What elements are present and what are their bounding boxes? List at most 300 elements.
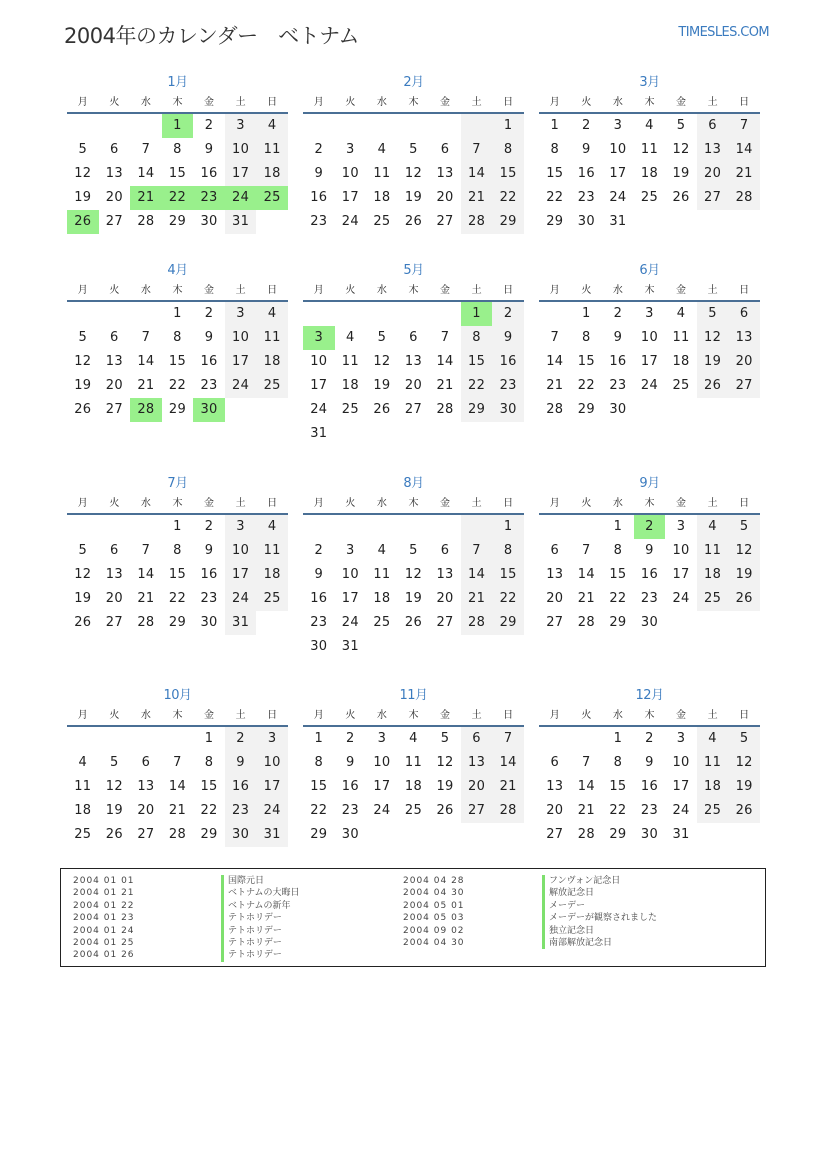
- day-cell: 14: [546, 354, 564, 369]
- day-cell: 22: [609, 803, 627, 818]
- day-cell: 8: [173, 330, 182, 345]
- day-cell: 19: [74, 591, 92, 606]
- day-cell: 3: [225, 114, 257, 138]
- day-cell: 17: [640, 354, 659, 369]
- day-cell: 1: [461, 302, 493, 326]
- weekday-label: 火: [581, 498, 592, 509]
- weekday-label: 土: [471, 97, 482, 108]
- month-9: [539, 474, 760, 635]
- weekday-label: 水: [376, 710, 387, 721]
- day-cell: 28: [461, 210, 493, 234]
- day-cell: 1: [613, 519, 623, 534]
- day-cell: 9: [314, 166, 324, 181]
- day-cell: 17: [373, 779, 391, 794]
- day-cell: 19: [672, 166, 690, 181]
- day-cell: 7: [728, 114, 760, 138]
- day-cell: 10: [672, 755, 690, 770]
- day-grid: [67, 515, 288, 635]
- weekday-header: [303, 281, 524, 302]
- day-cell: 28: [130, 398, 162, 422]
- day-cell: 25: [341, 402, 359, 417]
- empty-cell: [130, 727, 162, 751]
- day-cell: 31: [672, 827, 690, 842]
- day-cell: 27: [105, 615, 123, 630]
- day-cell: 5: [728, 515, 760, 539]
- day-cell: 1: [173, 306, 182, 321]
- day-cell: 24: [640, 378, 659, 393]
- month-title: 10月: [163, 688, 192, 703]
- day-grid: [303, 114, 524, 234]
- day-cell: 10: [225, 138, 257, 162]
- day-cell: 26: [67, 210, 99, 234]
- day-cell: 30: [577, 214, 595, 229]
- day-cell: 8: [613, 543, 623, 558]
- holiday-name: メーデーが観察されました: [542, 912, 657, 924]
- day-cell: 15: [168, 567, 187, 582]
- empty-cell: [130, 515, 162, 539]
- month-7: [67, 474, 288, 635]
- day-cell: 6: [409, 330, 418, 345]
- holiday-name: フンヴォン記念日: [542, 875, 657, 887]
- month-4: [67, 261, 288, 422]
- weekday-label: 火: [345, 498, 356, 509]
- month-title: 3月: [639, 75, 660, 90]
- weekday-label: 水: [140, 498, 151, 509]
- weekday-label: 土: [707, 285, 718, 296]
- day-cell: 24: [225, 186, 257, 210]
- page-title: 2004年のカレンダー ベトナム: [64, 24, 360, 48]
- empty-cell: [130, 302, 162, 326]
- day-cell: 25: [697, 587, 729, 611]
- day-cell: 30: [640, 615, 659, 630]
- day-cell: 2: [225, 727, 257, 751]
- month-title: 11月: [399, 688, 428, 703]
- empty-cell: [67, 114, 99, 138]
- day-cell: 17: [672, 779, 690, 794]
- day-cell: 11: [373, 166, 391, 181]
- day-cell: 27: [546, 827, 564, 842]
- month-title: 5月: [403, 263, 424, 278]
- day-cell: 3: [346, 142, 355, 157]
- weekday-label: 金: [440, 498, 451, 509]
- day-cell: 7: [141, 543, 151, 558]
- day-cell: 21: [577, 591, 595, 606]
- weekday-label: 日: [739, 285, 750, 296]
- weekday-label: 月: [313, 97, 324, 108]
- day-cell: 27: [728, 374, 760, 398]
- day-cell: 7: [461, 138, 493, 162]
- day-cell: 23: [640, 803, 659, 818]
- legend-dates-2: [403, 875, 465, 949]
- day-cell: 7: [141, 330, 151, 345]
- day-cell: 7: [582, 543, 591, 558]
- day-cell: 15: [168, 354, 187, 369]
- holiday-date: 2004 05 03: [403, 913, 465, 924]
- day-cell: 2: [204, 118, 214, 133]
- weekday-label: 土: [471, 710, 482, 721]
- day-cell: 26: [74, 615, 92, 630]
- empty-cell: [539, 302, 571, 326]
- day-cell: 12: [728, 539, 760, 563]
- day-cell: 14: [577, 567, 595, 582]
- weekday-label: 土: [235, 498, 246, 509]
- day-cell: 15: [310, 779, 328, 794]
- month-2: [303, 73, 524, 234]
- legend-names-1: [221, 875, 300, 962]
- empty-cell: [99, 302, 131, 326]
- weekday-header: [67, 281, 288, 302]
- day-cell: 24: [341, 615, 359, 630]
- holiday-name: ベトナムの新年: [221, 900, 300, 912]
- day-cell: 23: [492, 374, 524, 398]
- day-grid: [303, 727, 524, 847]
- day-cell: 14: [137, 354, 155, 369]
- day-cell: 22: [168, 591, 187, 606]
- day-cell: 28: [137, 214, 155, 229]
- day-cell: 6: [697, 114, 729, 138]
- day-cell: 22: [609, 591, 627, 606]
- day-cell: 10: [225, 326, 257, 350]
- empty-cell: [130, 114, 162, 138]
- day-cell: 18: [373, 190, 391, 205]
- day-cell: 27: [105, 402, 123, 417]
- holiday-name: テトホリデー: [221, 949, 300, 961]
- weekday-label: 火: [581, 710, 592, 721]
- day-cell: 31: [225, 611, 257, 635]
- day-cell: 19: [404, 591, 423, 606]
- holiday-name: ベトナムの大晦日: [221, 887, 300, 899]
- day-cell: 5: [377, 330, 387, 345]
- weekday-label: 日: [267, 285, 278, 296]
- weekday-label: 月: [77, 285, 88, 296]
- holiday-name: メーデー: [542, 900, 657, 912]
- holiday-date: 2004 09 02: [403, 925, 465, 936]
- weekday-label: 火: [109, 710, 120, 721]
- weekday-label: 日: [503, 498, 514, 509]
- day-cell: 2: [613, 306, 623, 321]
- month-3: [539, 73, 760, 234]
- day-cell: 12: [697, 326, 729, 350]
- day-cell: 27: [436, 214, 454, 229]
- day-cell: 19: [697, 350, 729, 374]
- day-cell: 18: [256, 162, 288, 186]
- empty-cell: [366, 302, 398, 326]
- weekday-label: 日: [267, 498, 278, 509]
- day-cell: 20: [105, 190, 123, 205]
- holiday-name: 解放記念日: [542, 887, 657, 899]
- day-cell: 11: [74, 779, 92, 794]
- month-6: [539, 261, 760, 422]
- empty-cell: [162, 727, 194, 751]
- day-cell: 4: [676, 306, 686, 321]
- day-cell: 12: [672, 142, 690, 157]
- day-cell: 21: [137, 591, 155, 606]
- empty-cell: [366, 515, 398, 539]
- empty-cell: [335, 114, 367, 138]
- day-cell: 15: [200, 779, 218, 794]
- day-cell: 16: [640, 779, 659, 794]
- day-cell: 2: [314, 142, 324, 157]
- day-cell: 19: [74, 378, 92, 393]
- weekday-label: 日: [503, 710, 514, 721]
- weekday-label: 月: [77, 498, 88, 509]
- day-cell: 17: [341, 190, 359, 205]
- day-cell: 11: [256, 539, 288, 563]
- day-cell: 15: [609, 779, 627, 794]
- weekday-label: 土: [235, 710, 246, 721]
- day-cell: 18: [74, 803, 92, 818]
- day-cell: 16: [609, 354, 627, 369]
- weekday-header: [539, 706, 760, 727]
- day-cell: 16: [310, 190, 328, 205]
- day-cell: 17: [225, 563, 257, 587]
- day-cell: 29: [461, 398, 493, 422]
- day-cell: 24: [310, 402, 328, 417]
- day-cell: 30: [341, 827, 359, 842]
- holiday-date: 2004 04 28: [403, 876, 465, 886]
- day-cell: 1: [162, 114, 194, 138]
- holiday-date: 2004 01 01: [73, 876, 135, 886]
- day-cell: 2: [204, 519, 214, 534]
- day-cell: 26: [672, 190, 690, 205]
- day-cell: 25: [74, 827, 92, 842]
- day-cell: 29: [310, 827, 328, 842]
- day-cell: 30: [640, 827, 659, 842]
- day-cell: 27: [697, 186, 729, 210]
- month-11: [303, 686, 524, 847]
- day-cell: 23: [640, 591, 659, 606]
- brand-logo[interactable]: TIMESLES.COM: [678, 25, 769, 40]
- day-cell: 29: [492, 611, 524, 635]
- day-cell: 20: [546, 591, 564, 606]
- weekday-label: 水: [612, 97, 623, 108]
- weekday-label: 水: [140, 97, 151, 108]
- month-title: 7月: [167, 476, 188, 491]
- day-cell: 21: [130, 186, 162, 210]
- day-cell: 29: [168, 214, 187, 229]
- holiday-date: 2004 05 01: [403, 900, 465, 911]
- day-cell: 14: [137, 166, 155, 181]
- day-cell: 13: [436, 567, 454, 582]
- day-cell: 28: [461, 611, 493, 635]
- holiday-date: 2004 01 24: [73, 925, 135, 936]
- day-cell: 18: [672, 354, 690, 369]
- day-cell: 6: [440, 543, 450, 558]
- holiday-date: 2004 01 23: [73, 913, 135, 924]
- day-cell: 19: [404, 190, 423, 205]
- day-cell: 25: [373, 214, 391, 229]
- day-cell: 5: [440, 731, 450, 746]
- day-cell: 6: [141, 755, 151, 770]
- day-cell: 29: [546, 214, 564, 229]
- day-cell: 16: [341, 779, 359, 794]
- day-cell: 1: [204, 731, 214, 746]
- day-grid: [67, 302, 288, 422]
- weekday-header: [539, 494, 760, 515]
- month-12: [539, 686, 760, 847]
- day-cell: 27: [436, 615, 454, 630]
- day-cell: 31: [225, 210, 257, 234]
- day-cell: 14: [577, 779, 595, 794]
- day-cell: 12: [74, 567, 92, 582]
- day-cell: 31: [341, 639, 359, 654]
- weekday-label: 月: [549, 97, 560, 108]
- day-cell: 14: [461, 162, 493, 186]
- day-cell: 23: [577, 190, 595, 205]
- day-cell: 3: [225, 515, 257, 539]
- day-cell: 8: [314, 755, 324, 770]
- day-cell: 25: [256, 587, 288, 611]
- day-cell: 28: [577, 827, 595, 842]
- weekday-label: 日: [503, 97, 514, 108]
- day-cell: 26: [728, 799, 760, 823]
- day-cell: 28: [137, 615, 155, 630]
- weekday-label: 火: [109, 498, 120, 509]
- day-cell: 25: [256, 374, 288, 398]
- day-cell: 23: [200, 591, 218, 606]
- day-cell: 7: [440, 330, 450, 345]
- day-grid: [303, 515, 524, 659]
- day-cell: 5: [409, 543, 418, 558]
- day-cell: 9: [645, 543, 654, 558]
- day-cell: 23: [225, 799, 257, 823]
- day-cell: 3: [676, 519, 686, 534]
- weekday-label: 日: [739, 710, 750, 721]
- month-8: [303, 474, 524, 659]
- weekday-label: 土: [471, 498, 482, 509]
- day-cell: 17: [225, 162, 257, 186]
- day-cell: 24: [225, 374, 257, 398]
- day-cell: 23: [193, 186, 225, 210]
- legend-names-2: [542, 875, 657, 949]
- day-cell: 3: [613, 118, 623, 133]
- day-cell: 15: [577, 354, 595, 369]
- day-grid: [539, 515, 760, 635]
- day-cell: 2: [634, 515, 666, 539]
- day-cell: 4: [409, 731, 418, 746]
- weekday-label: 日: [267, 710, 278, 721]
- empty-cell: [335, 515, 367, 539]
- day-cell: 5: [409, 142, 418, 157]
- day-cell: 7: [141, 142, 151, 157]
- day-cell: 26: [373, 402, 391, 417]
- weekday-label: 水: [140, 710, 151, 721]
- weekday-label: 水: [612, 498, 623, 509]
- day-cell: 11: [672, 330, 690, 345]
- day-cell: 28: [577, 615, 595, 630]
- day-cell: 21: [137, 378, 155, 393]
- day-cell: 2: [492, 302, 524, 326]
- month-title: 2月: [403, 75, 424, 90]
- weekday-label: 水: [376, 285, 387, 296]
- day-cell: 2: [582, 118, 591, 133]
- empty-cell: [99, 515, 131, 539]
- day-cell: 3: [346, 543, 355, 558]
- day-cell: 1: [550, 118, 560, 133]
- day-cell: 13: [461, 751, 493, 775]
- day-cell: 20: [728, 350, 760, 374]
- weekday-label: 金: [204, 285, 215, 296]
- day-cell: 21: [492, 775, 524, 799]
- weekday-label: 金: [204, 498, 215, 509]
- empty-cell: [571, 515, 603, 539]
- day-cell: 25: [672, 378, 690, 393]
- day-cell: 17: [609, 166, 627, 181]
- day-cell: 13: [137, 779, 155, 794]
- day-cell: 24: [225, 587, 257, 611]
- day-cell: 6: [550, 755, 560, 770]
- day-cell: 26: [404, 214, 423, 229]
- day-cell: 13: [105, 166, 123, 181]
- day-cell: 16: [577, 166, 595, 181]
- day-cell: 1: [492, 114, 524, 138]
- weekday-label: 月: [313, 498, 324, 509]
- weekday-label: 火: [109, 97, 120, 108]
- day-cell: 10: [640, 330, 659, 345]
- weekday-label: 金: [676, 710, 687, 721]
- weekday-label: 木: [644, 498, 655, 509]
- weekday-label: 水: [376, 498, 387, 509]
- weekday-label: 日: [503, 285, 514, 296]
- day-cell: 20: [546, 803, 564, 818]
- day-cell: 27: [137, 827, 155, 842]
- weekday-label: 金: [676, 97, 687, 108]
- weekday-label: 金: [440, 710, 451, 721]
- day-cell: 8: [173, 142, 182, 157]
- day-cell: 5: [110, 755, 119, 770]
- day-cell: 14: [728, 138, 760, 162]
- day-cell: 6: [110, 543, 119, 558]
- empty-cell: [99, 727, 131, 751]
- day-cell: 18: [256, 563, 288, 587]
- day-cell: 24: [256, 799, 288, 823]
- day-cell: 25: [373, 615, 391, 630]
- day-cell: 8: [204, 755, 214, 770]
- day-cell: 14: [168, 779, 187, 794]
- day-cell: 16: [310, 591, 328, 606]
- day-cell: 25: [404, 803, 423, 818]
- month-10: [67, 686, 288, 847]
- day-cell: 22: [461, 374, 493, 398]
- day-cell: 9: [204, 543, 214, 558]
- empty-cell: [398, 302, 430, 326]
- day-cell: 24: [672, 591, 690, 606]
- day-cell: 8: [173, 543, 182, 558]
- day-cell: 12: [105, 779, 123, 794]
- weekday-label: 水: [612, 285, 623, 296]
- day-cell: 29: [577, 402, 595, 417]
- day-cell: 18: [640, 166, 659, 181]
- day-cell: 17: [341, 591, 359, 606]
- day-cell: 16: [200, 354, 218, 369]
- day-cell: 30: [200, 615, 218, 630]
- day-cell: 18: [341, 378, 359, 393]
- day-cell: 4: [697, 515, 729, 539]
- day-cell: 13: [105, 354, 123, 369]
- day-cell: 22: [168, 378, 187, 393]
- day-cell: 4: [377, 142, 387, 157]
- weekday-label: 木: [408, 498, 419, 509]
- day-cell: 20: [697, 162, 729, 186]
- empty-cell: [99, 114, 131, 138]
- weekday-header: [303, 494, 524, 515]
- day-cell: 16: [225, 775, 257, 799]
- weekday-label: 日: [267, 97, 278, 108]
- day-cell: 11: [373, 567, 391, 582]
- empty-cell: [539, 515, 571, 539]
- weekday-label: 土: [707, 498, 718, 509]
- day-cell: 10: [373, 755, 391, 770]
